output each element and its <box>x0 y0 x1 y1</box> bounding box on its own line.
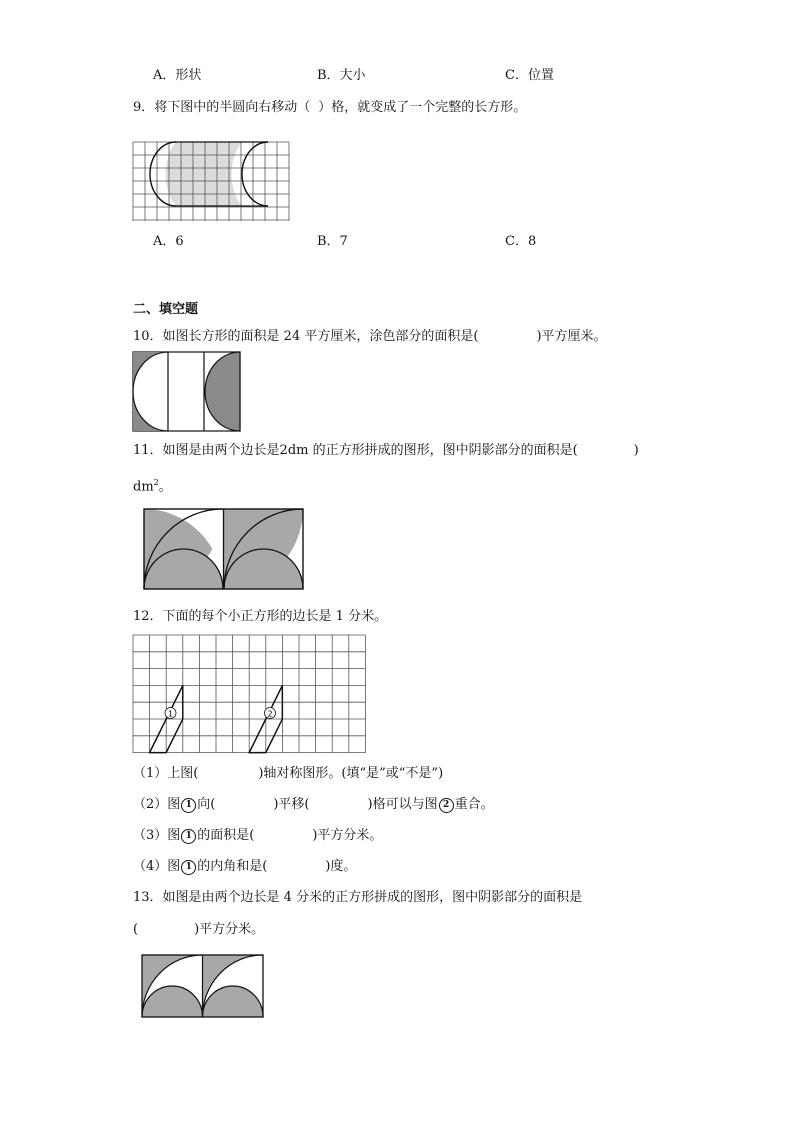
q12-sub2-fig2: 2 <box>439 798 454 813</box>
q9-text-before: 将下图中的半圆向右移动（ <box>154 100 311 115</box>
section-title: 二、填空题 <box>133 302 199 317</box>
q12-sub2-d: )格可以与图 <box>367 797 438 812</box>
q12-sub1-b: )轴对称图形。(填“是”或“不是”) <box>258 766 444 781</box>
q9-text-after: ）格，就变成了一个完整的长方形。 <box>318 100 527 115</box>
q13-text: 如图是由两个边长是 4 分米的正方形拼成的图形，图中阴影部分的面积是 <box>162 890 583 905</box>
q11-unit: dm <box>133 479 154 495</box>
q12-question <box>133 609 387 625</box>
q13-line2-a: ( <box>133 922 139 937</box>
q11-number: 11． <box>133 443 163 458</box>
q12-sub2-e: 重合。 <box>454 797 494 812</box>
q9-option-a: A．6 <box>153 234 184 249</box>
q11-text-after: ) <box>633 443 639 458</box>
q12-sub3 <box>133 828 382 844</box>
q10-rectangle-figure <box>132 351 242 433</box>
q13-squares-figure <box>141 954 265 1019</box>
q12-sub4 <box>133 859 356 875</box>
q13-line2 <box>133 922 264 938</box>
q12-sub2-a: （2）图 <box>133 797 181 812</box>
q12-sub3-c: )平方分米。 <box>312 828 383 843</box>
q12-label-2: 2 <box>267 709 273 719</box>
q11-squares-figure <box>143 508 305 592</box>
q11-unit-end: 。 <box>158 479 172 495</box>
q12-grid-lines <box>133 635 365 753</box>
q8-option-b: B．大小 <box>317 68 366 83</box>
q12-sub3-a: （3）图 <box>133 828 181 843</box>
q12-number: 12． <box>133 609 163 624</box>
q11-unit-sup: 2 <box>153 478 159 487</box>
q9-shaded-region <box>166 142 242 206</box>
q12-sub1-a: （1）上图( <box>133 766 199 781</box>
q10-number: 10． <box>133 329 163 344</box>
q9-option-c: C．8 <box>505 234 537 249</box>
q10-question <box>133 329 607 345</box>
q8-option-c: C．位置 <box>505 68 554 83</box>
q13-question <box>133 890 582 906</box>
q12-grid-figure <box>132 634 368 756</box>
q12-sub2-c: )平移( <box>273 797 310 812</box>
q9-number: 9． <box>133 100 155 115</box>
q12-sub3-fig1: 1 <box>181 829 196 844</box>
q9-right-semicircle <box>242 142 268 206</box>
q12-sub1 <box>133 766 443 782</box>
q12-sub3-b: 的面积是( <box>197 828 255 843</box>
q12-sub2-b: 向( <box>197 797 216 812</box>
q10-text-after: )平方厘米。 <box>536 329 607 344</box>
q11-question <box>133 443 639 459</box>
q11-text-before: 如图是由两个边长是2dm 的正方形拼成的图形，图中阴影部分的面积是( <box>162 443 578 458</box>
q11-unit-line <box>133 475 172 495</box>
q12-label-1: 1 <box>167 709 174 719</box>
q13-number: 13． <box>133 890 163 905</box>
q9-grid-figure <box>132 134 292 222</box>
q9-option-b: B．7 <box>317 234 348 249</box>
q12-sub4-c: )度。 <box>325 859 357 874</box>
q9-question <box>133 100 526 116</box>
q12-sub4-a: （4）图 <box>133 859 181 874</box>
q12-sub4-b: 的内角和是( <box>197 859 268 874</box>
q10-text-before: 如图长方形的面积是 24 平方厘米，涂色部分的面积是( <box>162 329 479 344</box>
q12-text: 下面的每个小正方形的边长是 1 分米。 <box>162 609 388 624</box>
q12-sub2 <box>133 797 494 813</box>
q8-option-a: A．形状 <box>153 68 202 83</box>
q13-line2-b: )平方分米。 <box>194 922 265 937</box>
q12-sub4-fig1: 1 <box>181 860 196 875</box>
q12-sub2-fig1: 1 <box>181 798 196 813</box>
